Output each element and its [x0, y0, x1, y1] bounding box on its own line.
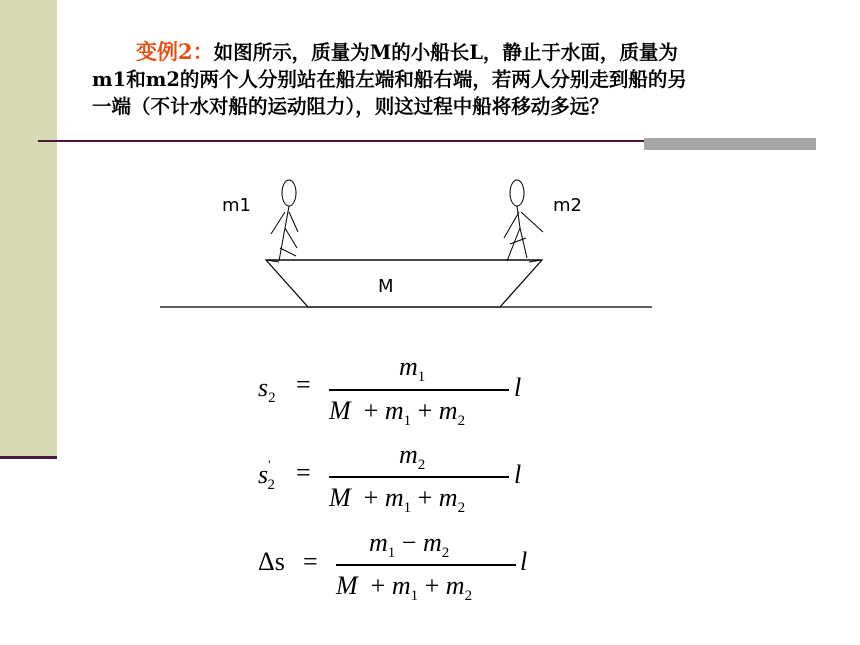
- label-m1: m1: [222, 195, 251, 216]
- eq2-denominator: $M + m_1 + m_2$: [329, 483, 466, 516]
- eq3-l: l: [520, 547, 528, 576]
- eq2-numerator: $m_2$: [399, 440, 426, 473]
- boat-hull: [266, 260, 542, 307]
- person-m2: [504, 180, 543, 261]
- eq3-equals: =: [303, 547, 318, 576]
- eq1-denominator: $M + m_1 + m_2$: [329, 396, 466, 429]
- person-m1: [271, 180, 298, 261]
- problem-line-3: 一端（不计水对船的运动阻力），则这过程中船将移动多远？: [92, 95, 609, 118]
- problem-line-2: m1和m2的两个人分别站在船左端和船右端，若两人分别走到船的另: [92, 68, 687, 91]
- eq3-denominator: $M + m_1 + m_2$: [336, 571, 473, 604]
- label-boat-mass: M: [378, 276, 394, 297]
- eq1-equals: =: [296, 370, 311, 399]
- problem-line1-text: 如图所示，质量为M的小船长L，静止于水面，质量为: [213, 41, 678, 64]
- eq3-numerator: $m_1 - m_2$: [369, 528, 450, 561]
- problem-label: 变例2：: [136, 39, 214, 64]
- eq2-lhs: $s'_2$: [258, 457, 275, 493]
- eq2-equals: =: [296, 458, 311, 487]
- eq3-fraction-bar: [336, 564, 516, 566]
- eq2-l: l: [514, 460, 522, 489]
- eq2-fraction-bar: [329, 476, 509, 478]
- eq1-fraction-bar: [329, 389, 509, 391]
- label-m2: m2: [553, 195, 582, 216]
- eq1-l: l: [514, 373, 522, 402]
- eq3-lhs: Δs: [258, 547, 285, 576]
- eq1-lhs: $s_2$: [258, 373, 276, 406]
- eq1-numerator: $m_1$: [399, 352, 426, 385]
